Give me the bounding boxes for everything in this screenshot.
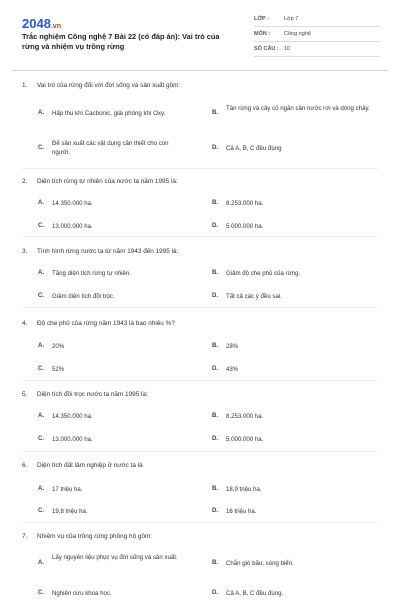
- option-letter: B.: [212, 269, 219, 276]
- meta-count-key: SỐ CÂU :: [254, 46, 279, 52]
- question-number: 2.: [22, 178, 28, 185]
- question-label: Vai trò của rừng đối với đời sống và sản xuất gồm:: [37, 82, 181, 89]
- option-letter: A.: [38, 269, 45, 276]
- question-text: [22, 320, 362, 327]
- option-letter: C.: [38, 222, 45, 229]
- question-number: 1.: [22, 82, 28, 89]
- option-letter: B.: [212, 109, 219, 116]
- logo-number: 2048: [22, 16, 51, 31]
- option-text: 20%: [52, 343, 65, 350]
- option-letter: C.: [38, 589, 45, 596]
- option-text: Tán rừng và cây cỏ ngăn cản nước rơi và dòng chảy.: [226, 105, 370, 112]
- option-letter: C.: [38, 435, 45, 442]
- option-text: Tất cả các ý đều sai.: [226, 293, 282, 300]
- question-number: 3.: [22, 248, 28, 255]
- question-label: Diện tích đồi trọc nước ta năm 1995 là:: [37, 391, 148, 398]
- option-text: 16 triệu ha.: [226, 508, 257, 515]
- option-letter: D.: [212, 144, 219, 151]
- option-text: Hấp thu khí Cacbonic, giải phóng khí Oxy.: [52, 110, 166, 117]
- option-text: 8.253.000 ha.: [226, 413, 264, 420]
- option-text: 52%: [52, 366, 65, 373]
- option-letter: D.: [212, 365, 219, 372]
- option-letter: A.: [38, 485, 45, 492]
- option-text: Tăng diện tích rừng tự nhiên.: [52, 270, 131, 277]
- question-separator: [22, 380, 378, 381]
- question-text: [22, 391, 362, 398]
- option-letter: D.: [212, 507, 219, 514]
- option-text: Cả A, B, C đều đúng: [226, 145, 282, 152]
- page-title: Trắc nghiệm Công nghệ 7 Bài 22 (có đáp án): Vai trò của rừng và nhiệm vụ trồng rừng: [22, 32, 220, 51]
- option-text: 19,8 triệu ha.: [52, 508, 88, 515]
- meta-class-value: Lớp 7: [284, 16, 299, 22]
- option-letter: B.: [212, 199, 219, 206]
- question-text: [22, 462, 362, 469]
- option-text: 43%: [226, 366, 239, 373]
- option-text: Chắn gió bão, sóng biển.: [226, 560, 294, 567]
- site-logo[interactable]: [22, 16, 61, 31]
- option-letter: A.: [38, 199, 45, 206]
- question-separator: [22, 451, 378, 452]
- question-label: Độ che phủ của rừng năm 1943 là bao nhiêu %?: [37, 320, 175, 327]
- option-text: 14.350.000 ha.: [52, 413, 93, 420]
- question-separator: [22, 236, 378, 237]
- option-letter: B.: [212, 342, 219, 349]
- question-text: [22, 178, 362, 185]
- meta-subject-key: MÔN :: [254, 31, 271, 37]
- option-text: Cả A, B, C đều đúng.: [226, 590, 284, 597]
- option-letter: D.: [212, 292, 219, 299]
- logo-domain: .vn: [50, 23, 62, 30]
- option-letter: B.: [212, 412, 219, 419]
- option-letter: A.: [38, 412, 45, 419]
- header-divider: [12, 70, 388, 71]
- question-label: Nhiệm vụ của trồng rừng phòng hộ gồm:: [37, 533, 153, 540]
- option-text: 14.350.000 ha.: [52, 200, 93, 207]
- question-label: Diện tích rừng tự nhiên của nước ta năm 1995 là:: [37, 178, 178, 185]
- option-text: 17 triệu ha.: [52, 486, 83, 493]
- option-letter: C.: [38, 365, 45, 372]
- quiz-meta: [254, 14, 380, 59]
- question-number: 4.: [22, 320, 28, 327]
- option-letter: A.: [38, 559, 45, 566]
- question-separator: [22, 522, 378, 523]
- option-letter: B.: [212, 559, 219, 566]
- question-number: 6.: [22, 462, 28, 469]
- option-text: 5.000.000 ha.: [226, 436, 264, 443]
- question-separator: [22, 168, 378, 169]
- meta-subject-value: Công nghệ: [284, 31, 311, 37]
- question-number: 5.: [22, 391, 28, 398]
- question-label: Tình hình rừng nước ta từ năm 1943 đến 1995 là:: [37, 248, 179, 255]
- option-text: 28%: [226, 343, 239, 350]
- question-text: [22, 82, 362, 89]
- meta-count-value: 10: [284, 46, 291, 52]
- question-label: Diện tích đất lâm nghiệp ở nước ta là: [37, 462, 143, 469]
- option-text: Nghiên cứu khoa học.: [52, 590, 112, 597]
- option-letter: C.: [38, 144, 45, 151]
- option-letter: B.: [212, 485, 219, 492]
- option-text: 8.253.000 ha.: [226, 200, 264, 207]
- question-number: 7.: [22, 533, 28, 540]
- question-text: [22, 533, 362, 540]
- option-letter: A.: [38, 109, 45, 116]
- meta-subject-row: [254, 29, 380, 42]
- option-text: Lấy nguyên liệu phục vụ đời sống và sản xuất.: [52, 554, 178, 561]
- option-letter: A.: [38, 342, 45, 349]
- option-letter: C.: [38, 292, 45, 299]
- option-text: 18,9 triệu ha.: [226, 486, 262, 493]
- meta-class-key: LỚP :: [254, 16, 269, 22]
- option-text: Giảm diện tích đồi trọc.: [52, 293, 115, 300]
- meta-count-row: [254, 44, 380, 57]
- question-text: [22, 248, 362, 255]
- option-letter: C.: [38, 507, 45, 514]
- question-separator: [22, 307, 378, 308]
- option-letter: D.: [212, 435, 219, 442]
- option-text: Để sản xuất các vật dụng cần thiết cho con người.: [52, 140, 169, 156]
- option-text: 5.000.000 ha.: [226, 223, 264, 230]
- option-text: Giảm độ che phủ của rừng.: [226, 270, 301, 277]
- option-letter: D.: [212, 589, 219, 596]
- page-header: [0, 0, 400, 72]
- option-letter: D.: [212, 222, 219, 229]
- option-text: 13.000.000 ha.: [52, 223, 93, 230]
- option-text: 13.000.000 ha.: [52, 436, 93, 443]
- meta-class-row: [254, 14, 380, 27]
